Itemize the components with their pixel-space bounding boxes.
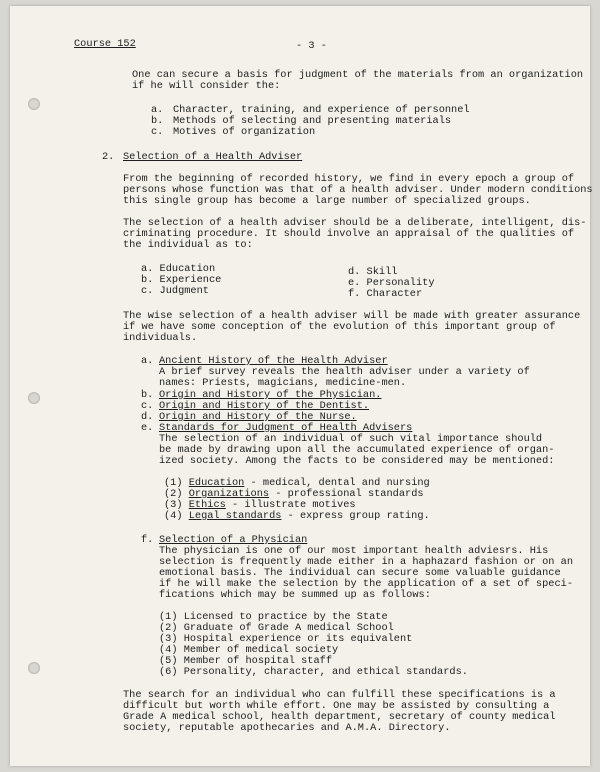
section-number: 2.	[102, 151, 115, 163]
item-term: Organizations	[188, 488, 270, 500]
outline-letter: a.	[141, 355, 154, 367]
quality-item: a. Education	[141, 263, 216, 275]
item-description: - express group rating.	[281, 510, 430, 522]
quality-item: d. Skill	[348, 266, 398, 278]
binder-hole	[28, 98, 40, 110]
section-heading: Selection of a Health Adviser	[123, 151, 303, 163]
document-page	[10, 6, 593, 766]
outline-letter: d.	[141, 411, 154, 423]
spec-item: (4) Member of medical society	[159, 644, 339, 656]
item-term: Legal standards	[188, 510, 282, 522]
paragraph-line: difficult but worth while effort. One may be assisted by consulting a	[123, 700, 550, 712]
intro-item-letter: b.	[151, 115, 164, 127]
item-number: (2)	[164, 488, 183, 500]
item-description: - illustrate motives	[225, 499, 356, 511]
outline-body-line: names: Priests, magicians, medicine-men.	[159, 377, 407, 389]
outline-letter: b.	[141, 389, 154, 401]
item-term: Education	[188, 477, 245, 489]
intro-item-text: Motives of organization	[173, 126, 316, 138]
outline-body-line: emotional basis. The individual can secure some valuable guidance	[159, 567, 561, 579]
paragraph-line: criminating procedure. It should involve an appraisal of the qualities of	[123, 228, 575, 240]
outline-body-line: A brief survey reveals the health adviser under a variety of	[159, 366, 530, 378]
outline-title: Origin and History of the Physician.	[159, 389, 382, 401]
outline-body-line: if he will make the selection by the application of a set of speci-	[159, 578, 574, 590]
outline-body-line: ized society. Among the facts to be considered may be mentioned:	[159, 455, 555, 467]
outline-body-line: selection is frequently made either in a haphazard fashion or on an	[159, 556, 574, 568]
intro-item-text: Character, training, and experience of personnel	[173, 104, 470, 116]
intro-item-text: Methods of selecting and presenting materials	[173, 115, 452, 127]
item-description: - medical, dental and nursing	[244, 477, 430, 489]
paragraph-line: this single group has become a large number of specialized groups.	[123, 195, 531, 207]
outline-body-line: be made by drawing upon all the accumulated experience of organ-	[159, 444, 555, 456]
spec-item: (1) Licensed to practice by the State	[159, 611, 388, 623]
item-term: Ethics	[188, 499, 226, 511]
outline-body-line: fications which may be summed up as follows:	[159, 589, 431, 601]
intro-line: if he will consider the:	[132, 80, 281, 92]
outline-body-line: The selection of an individual of such vital importance should	[159, 433, 543, 445]
outline-body-line: The physician is one of our most important health adviesrs. His	[159, 545, 549, 557]
paragraph-line: individuals.	[123, 332, 198, 344]
standard-item	[164, 511, 430, 523]
paragraph-line: the individual as to:	[123, 239, 253, 251]
page-number: - 3 -	[296, 40, 327, 52]
paragraph-line: From the beginning of recorded history, we find in every epoch a group of	[123, 173, 575, 185]
item-number: (3)	[164, 499, 183, 511]
intro-line: One can secure a basis for judgment of the materials from an organization	[132, 69, 584, 81]
item-number: (4)	[164, 510, 183, 522]
outline-letter: c.	[141, 400, 154, 412]
outline-title: Origin and History of the Nurse.	[159, 411, 357, 423]
item-number: (1)	[164, 477, 183, 489]
intro-item-letter: c.	[151, 126, 164, 138]
course-label: Course 152	[74, 38, 136, 50]
outline-title: Ancient History of the Health Adviser	[159, 355, 388, 367]
outline-letter: e.	[141, 422, 154, 434]
outline-title: Standards for Judgment of Health Advisers	[159, 422, 413, 434]
item-description: - professional standards	[269, 488, 424, 500]
outline-letter: f.	[141, 534, 154, 546]
spec-item: (3) Hospital experience or its equivalent	[159, 633, 413, 645]
binder-hole	[28, 392, 40, 404]
paragraph-line: Grade A medical school, health department, secretary of county medical	[123, 711, 556, 723]
paragraph-line: persons whose function was that of a health adviser. Under modern conditions	[123, 184, 593, 196]
paragraph-line: The search for an individual who can fulfill these specifications is a	[123, 689, 556, 701]
spec-item: (5) Member of hospital staff	[159, 655, 333, 667]
paragraph-line: society, reputable apothecaries and A.M.A. Directory.	[123, 722, 451, 734]
outline-title: Selection of a Physician	[159, 534, 308, 546]
quality-item: b. Experience	[141, 274, 222, 286]
binder-hole	[28, 662, 40, 674]
paragraph-line: if we have some conception of the evolution of this important group of	[123, 321, 556, 333]
outline-title: Origin and History of the Dentist.	[159, 400, 370, 412]
spec-item: (6) Personality, character, and ethical standards.	[159, 666, 468, 678]
quality-item: c. Judgment	[141, 285, 209, 297]
intro-item-letter: a.	[151, 104, 164, 116]
paragraph-line: The wise selection of a health adviser will be made with greater assurance	[123, 310, 581, 322]
quality-item: f. Character	[348, 288, 423, 300]
paragraph-line: The selection of a health adviser should be a deliberate, intelligent, dis-	[123, 217, 587, 229]
quality-item: e. Personality	[348, 277, 435, 289]
spec-item: (2) Graduate of Grade A medical School	[159, 622, 394, 634]
